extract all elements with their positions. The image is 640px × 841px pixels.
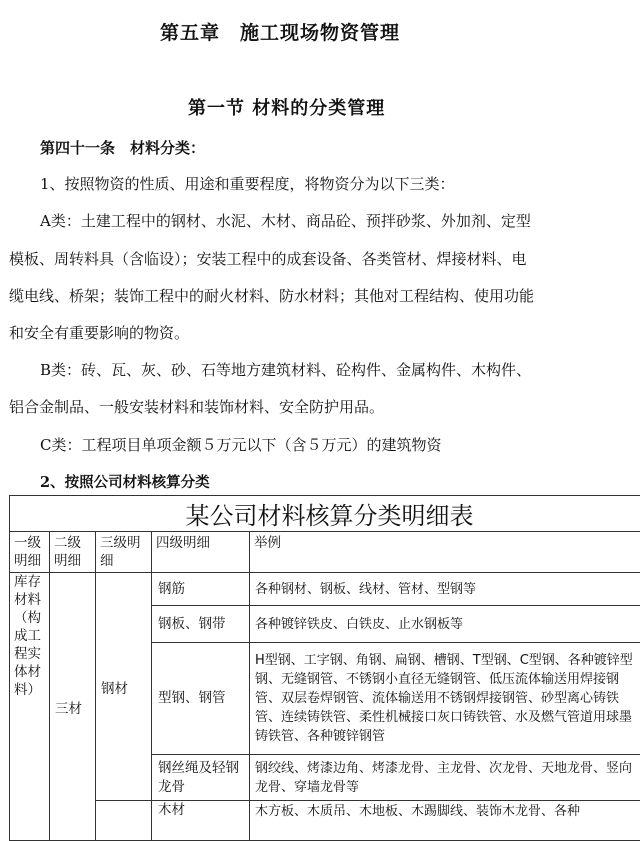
example-cell: 木方板、木质吊、木地板、木踢脚线、装饰木龙骨、各种: [250, 801, 640, 841]
article-title: 第四十一条 材料分类：: [40, 137, 205, 158]
level1-cell: 库存材料（构成工程实体材料）: [10, 573, 50, 841]
level4-cell: 钢板、钢带: [152, 606, 250, 643]
paragraph-line: 1、按照物资的性质、用途和重要程度，将物资分为以下三类：: [40, 173, 455, 194]
section-title: 第一节 材料的分类管理: [188, 94, 385, 120]
subheading: 2、按照公司材料核算分类: [40, 471, 210, 492]
level2-cell: 三材: [50, 573, 96, 841]
paragraph-line: 模板、周转料具（含临设）；安装工程中的成套设备、各类管材、焊接材料、电: [9, 248, 527, 269]
material-classification-table: [9, 495, 640, 841]
paragraph-line: 铝合金制品、一般安装材料和装饰材料、安全防护用品。: [9, 396, 384, 417]
header-level1: 一级明细: [10, 532, 50, 573]
example-cell: 各种镀锌铁皮、白铁皮、止水钢板等: [250, 606, 640, 643]
level4-cell: 钢丝绳及轻钢龙骨: [152, 755, 250, 801]
level4-cell: 型钢、钢管: [152, 643, 250, 755]
header-example: 举例: [250, 532, 640, 573]
paragraph-line: 和安全有重要影响的物资。: [9, 322, 189, 343]
table-title: 某公司材料核算分类明细表: [10, 496, 640, 532]
example-cell: H型钢、工字钢、角钢、扁钢、槽钢、T型钢、C型钢、各种镀锌型钢、无缝钢管、不锈钢小直径无缝钢管、低压流体输送用焊接钢管、双层卷焊钢管、流体输送用不锈钢焊接钢管、砂型离心铸铁管、连续铸铁管、柔性机械接口灰口铸铁管、水及燃气管道用球墨铸铁管、各种镀锌钢管: [250, 643, 640, 755]
header-level4: 四级明细: [152, 532, 250, 573]
paragraph-line: 缆电线、桥架；装饰工程中的耐火材料、防水材料；其他对工程结构、使用功能: [9, 285, 534, 306]
header-level2: 二级明细: [50, 532, 96, 573]
level3-cell: 钢材: [96, 573, 152, 801]
paragraph-line: C类：工程项目单项金额５万元以下（含５万元）的建筑物资: [40, 434, 441, 455]
table-row: [10, 801, 640, 841]
paragraph-line: B类：砖、瓦、灰、砂、石等地方建筑材料、砼构件、金属构件、木构件、: [40, 359, 531, 380]
example-cell: 各种钢材、钢板、线材、管材、型钢等: [250, 573, 640, 606]
paragraph-line: A类：土建工程中的钢材、水泥、木材、商品砼、预拌砂浆、外加剂、定型: [40, 210, 531, 231]
header-level3: 三级明细: [96, 532, 152, 573]
level3-cell: [96, 801, 152, 841]
table-row: [10, 573, 640, 606]
level4-cell: 木材: [152, 801, 250, 841]
example-cell: 钢绞线、烤漆边角、烤漆龙骨、主龙骨、次龙骨、天地龙骨、竖向龙骨、穿墙龙骨等: [250, 755, 640, 801]
chapter-title: 第五章 施工现场物资管理: [160, 18, 400, 45]
level4-cell: 钢筋: [152, 573, 250, 606]
